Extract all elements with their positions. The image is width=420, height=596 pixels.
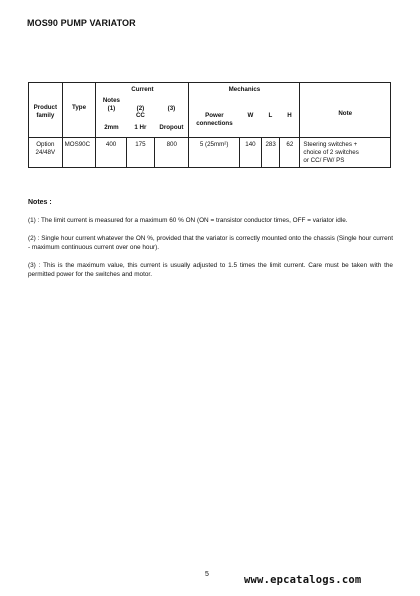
note-item: [28, 234, 393, 252]
header-mechanics-group: [189, 83, 300, 138]
w-header: W: [247, 111, 254, 119]
note-item: [28, 216, 393, 225]
note-number: (1) :: [28, 217, 40, 224]
cell-current-1hr: 175: [126, 138, 154, 168]
cell-current-dropout: 800: [155, 138, 189, 168]
spec-table: [28, 82, 391, 168]
note-number: (3) :: [28, 262, 41, 269]
note-text: This is the maximum value, this current is usually adjusted to 1.5 times the limit current. Care must be taken with the permitted power for the switches and motor.: [28, 262, 393, 278]
current-col-2: (2) CC 1 Hr: [134, 104, 147, 132]
header-note: Note: [300, 83, 391, 138]
cell-current-2mm: 400: [96, 138, 126, 168]
header-current-group: [96, 83, 189, 138]
notes-heading: Notes :: [28, 199, 52, 206]
table-header-row: [29, 83, 391, 138]
cell-h: 62: [280, 138, 300, 168]
cell-note: Steering switches + choice of 2 switches or CC/ FW/ PS: [300, 138, 391, 168]
power-header: Power connections: [196, 111, 233, 127]
current-label: Current: [131, 86, 154, 93]
header-type: Type: [62, 83, 96, 138]
cell-l: 283: [262, 138, 280, 168]
l-header: L: [268, 111, 273, 119]
header-product-family: Product family: [29, 83, 63, 138]
page-title: MOS90 PUMP VARIATOR: [27, 18, 136, 28]
h-header: H: [287, 111, 292, 119]
current-col-3: (3) Dropout: [159, 104, 184, 132]
note-text: The limit current is measured for a maximum 60 % ON (ON = transistor conductor times, OFF = variator idle.: [41, 217, 348, 224]
current-col-1: Notes (1) 2mm: [102, 96, 121, 132]
cell-type: MOS90C: [62, 138, 96, 168]
mechanics-label: Mechanics: [228, 86, 261, 93]
cell-power: 5 (25mm²): [189, 138, 239, 168]
note-number: (2) :: [28, 235, 40, 242]
note-text: Single hour current whatever the ON %, provided that the variator is correctly mounted onto the chassis (Single hour current - maximum continuous current over one hour).: [28, 235, 393, 251]
footer-watermark-url[interactable]: www.epcatalogs.com: [244, 574, 362, 586]
cell-family: Option 24/48V: [29, 138, 63, 168]
page-number: 5: [205, 571, 209, 578]
note-item: [28, 261, 393, 279]
cell-w: 140: [239, 138, 261, 168]
table-row: [29, 138, 391, 168]
